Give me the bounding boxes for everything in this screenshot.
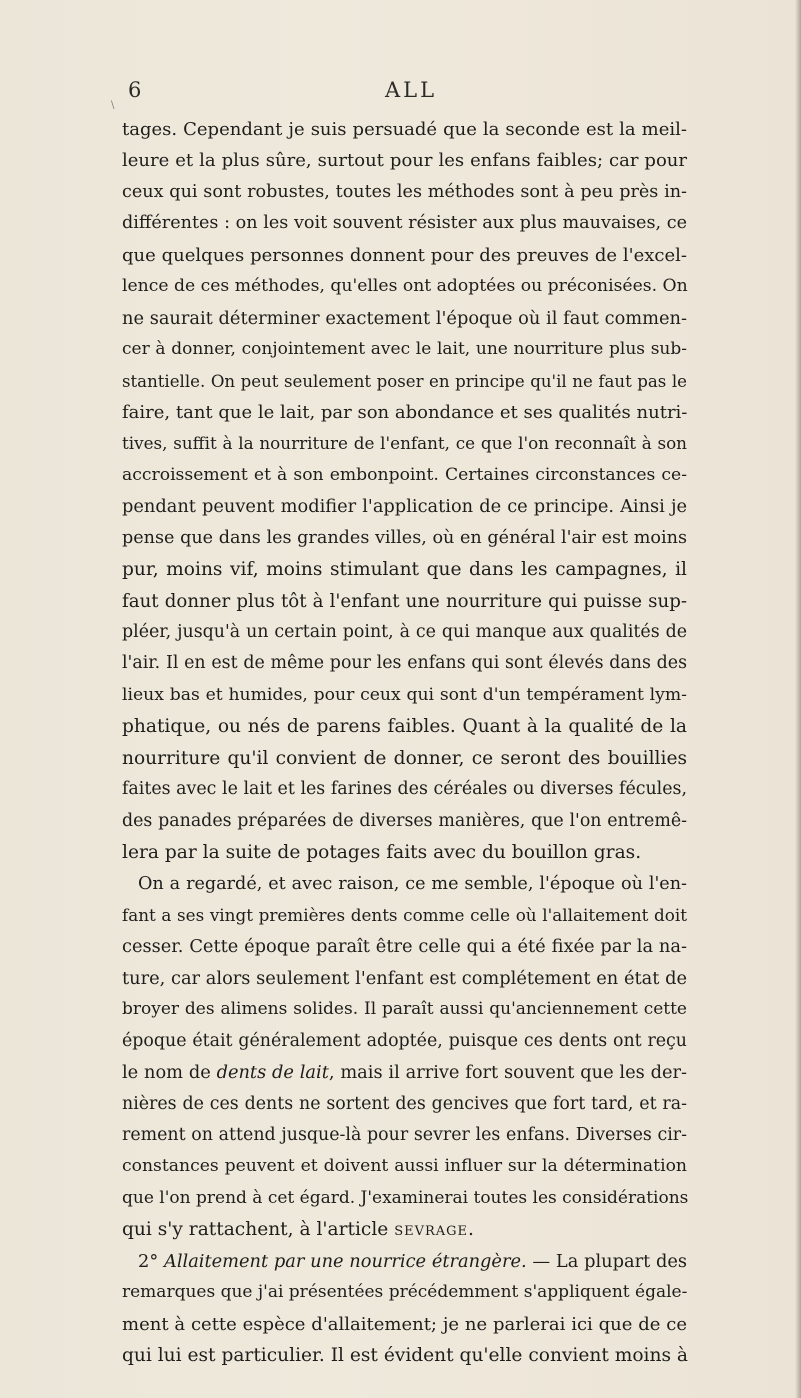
running-head: ALL (385, 78, 438, 102)
text-line: époque était généralement adoptée, puisque ces dents ont reçu (122, 1030, 687, 1051)
text-line: lieux bas et humides, pour ceux qui sont d'un tempérament lym- (122, 684, 687, 705)
text-line: différentes : on les voit souvent résister aux plus mauvaises, ce (122, 213, 687, 234)
text-line: faites avec le lait et les farines des céréales ou diverses fécules, (122, 779, 687, 800)
italic-term: dents de lait (216, 1062, 329, 1084)
text-line: stantielle. On peut seulement poser en principe qu'il ne faut pas le (122, 371, 687, 391)
page-edge-shadow (795, 0, 801, 1398)
text-line: ceux qui sont robustes, toutes les méthodes sont à peu près in- (122, 181, 687, 202)
text-line: remarques que j'ai présentées précédemment s'appliquent égale- (122, 1282, 688, 1303)
text-line: ment à cette espèce d'allaitement; je ne parlerai ici que de ce (122, 1313, 687, 1335)
text-line (122, 1057, 687, 1088)
text-line: On a regardé, et avec raison, ce me semble, l'époque où l'en- (138, 873, 687, 894)
text-line: que l'on prend à cet égard. J'examinerai toutes les considérations (122, 1187, 689, 1208)
text-line: leure et la plus sûre, surtout pour les enfans faibles; car pour (122, 150, 687, 172)
cross-reference: SEVRAGE (394, 1224, 469, 1240)
text-line: que quelques personnes donnent pour des preuves de l'excel- (122, 244, 687, 266)
text-line: tages. Cependant je suis persuadé que la seconde est la meil- (122, 119, 687, 140)
text-line: nourriture qu'il convient de donner, ce seront des bouillies (122, 747, 687, 769)
text-fragment: qui s'y rattachent, à l'article (122, 1219, 395, 1241)
text-line (122, 1214, 687, 1245)
text-line: cesser. Cette époque paraît être celle qui a été fixée par la na- (122, 936, 687, 958)
page-number: 6 (128, 78, 142, 102)
text-line (122, 1246, 687, 1277)
text-line: rement on attend jusque-là pour sevrer les enfans. Diverses cir- (122, 1125, 687, 1145)
text-line: fant a ses vingt premières dents comme celle où l'allaitement doit (122, 904, 687, 925)
text-fragment: le nom de (122, 1062, 217, 1084)
text-line: lence de ces méthodes, qu'elles ont adoptées ou préconisées. On (122, 276, 688, 297)
text-line: pléer, jusqu'à un certain point, à ce qui manque aux qualités de (122, 622, 687, 642)
text-line: phatique, ou nés de parens faibles. Quant à la qualité de la (122, 716, 687, 738)
text-fragment: , mais il arrive fort souvent que les der- (328, 1062, 687, 1084)
text-line: accroissement et à son embonpoint. Certaines circonstances ce- (122, 464, 687, 485)
section-heading: Allaitement par une nourrice étrangère. (163, 1250, 527, 1272)
body-text (122, 114, 687, 1372)
text-line: pur, moins vif, moins stimulant que dans les campagnes, il (122, 559, 687, 581)
text-line: qui lui est particulier. Il est évident qu'elle convient moins à (122, 1345, 689, 1367)
text-line: tives, suffit à la nourriture de l'enfant, ce que l'on reconnaît à son (122, 433, 687, 454)
text-line: cer à donner, conjointement avec le lait, une nourriture plus sub- (122, 339, 687, 360)
section-number: 2° (138, 1250, 159, 1272)
text-line: faire, tant que le lait, par son abondance et ses qualités nutri- (122, 401, 688, 423)
text-line: faut donner plus tôt à l'enfant une nourriture qui puisse sup- (122, 590, 687, 612)
page-header (128, 78, 688, 102)
text-line: des panades préparées de diverses manières, que l'on entremê- (122, 810, 687, 831)
text-fragment: . (468, 1219, 474, 1241)
text-line: broyer des alimens solides. Il paraît aussi qu'anciennement cette (122, 999, 687, 1020)
text-line: constances peuvent et doivent aussi influer sur la détermination (122, 1156, 687, 1177)
text-fragment: — La plupart des (526, 1250, 688, 1272)
text-line: pendant peuvent modifier l'application de ce principe. Ainsi je (122, 496, 687, 518)
text-line: lera par la suite de potages faits avec du bouillon gras. (122, 842, 642, 864)
text-line: pense que dans les grandes villes, où en général l'air est moins (122, 527, 687, 548)
text-line: ne saurait déterminer exactement l'époque où il faut commen- (122, 307, 687, 329)
text-line: ture, car alors seulement l'enfant est complétement en état de (122, 967, 687, 989)
text-line: l'air. Il en est de même pour les enfans qui sont élevés dans des (122, 653, 687, 674)
margin-tick-mark: \ (111, 100, 115, 111)
text-line: nières de ces dents ne sortent des gencives que fort tard, et ra- (122, 1093, 687, 1114)
